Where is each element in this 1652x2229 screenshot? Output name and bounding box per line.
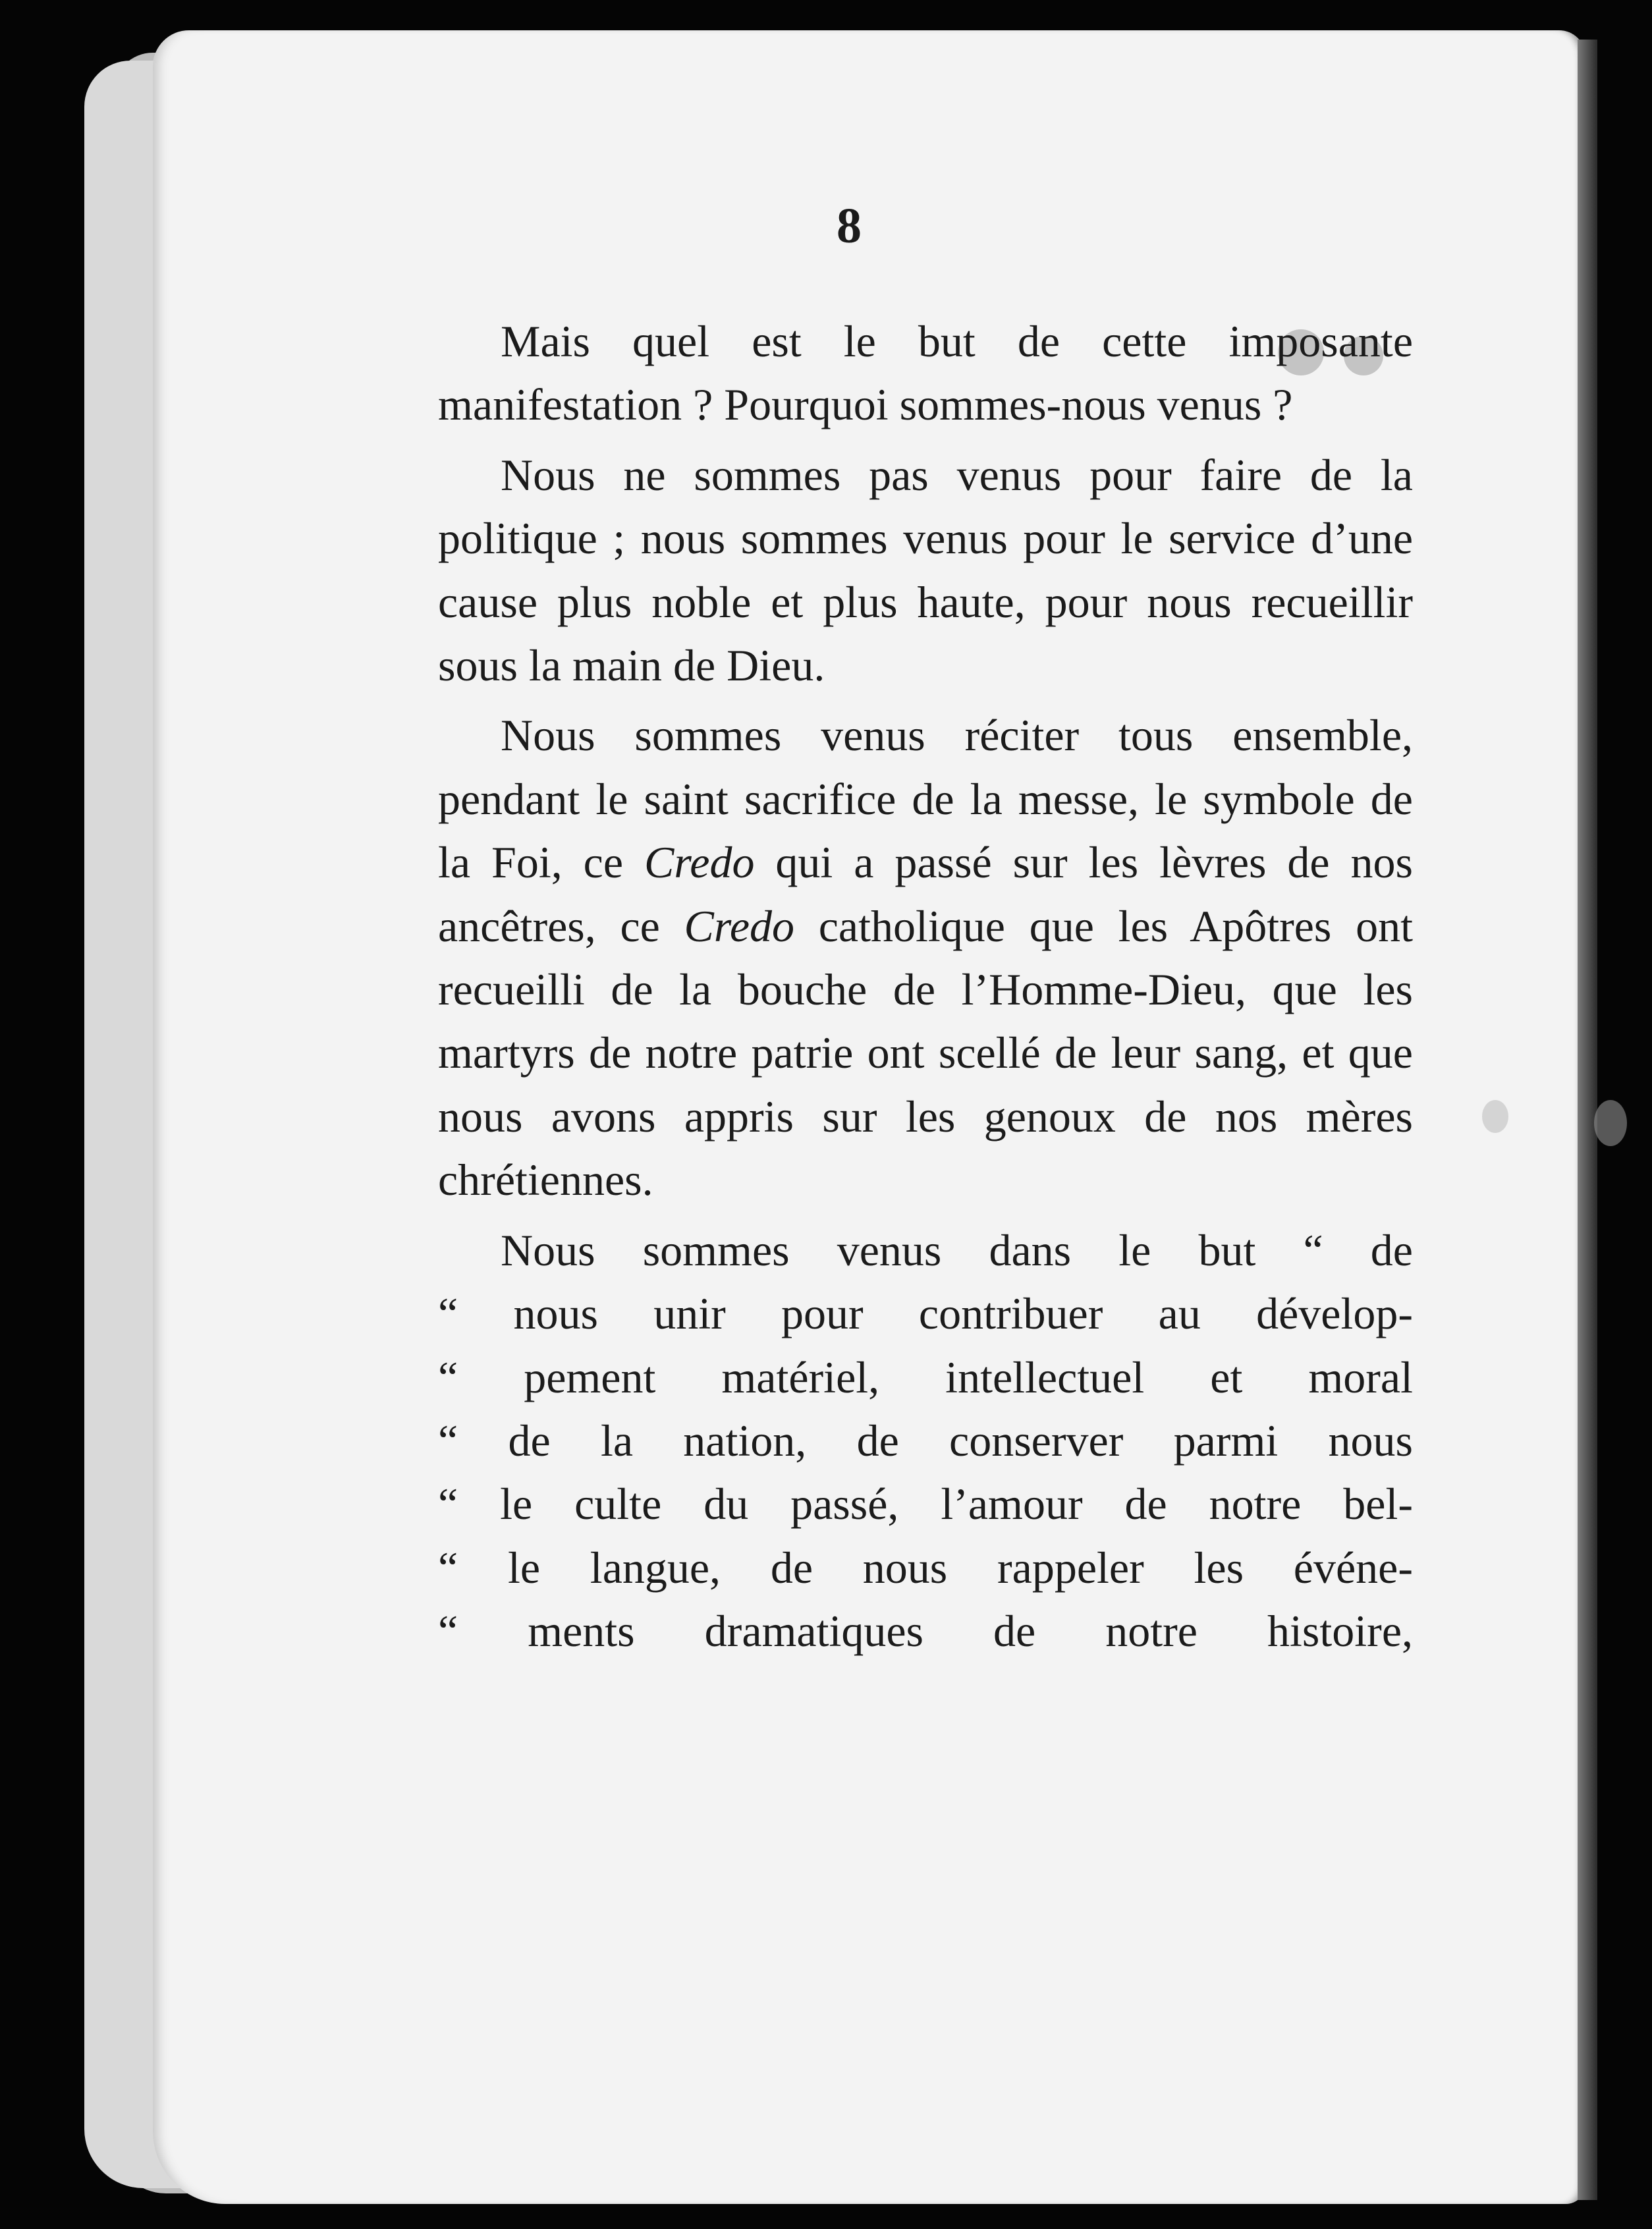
paragraph-3-part-3: catholique que les Apôtres ont recueilli de la bouche de l’Homme-Dieu, que les martyrs de notre patrie ont scellé de leur sang, et que nous avons appris sur les genoux de nos mères chrétiennes. bbox=[438, 900, 1414, 1205]
paragraph-2: Nous ne sommes pas venus pour faire de la politique ; nous sommes venus pour le service d’une cause plus noble et plus haute, pour nous recueillir sous la main de Dieu. bbox=[438, 449, 1413, 691]
paragraph-3-part-1: Nous sommes venus réciter tous ensemble, pendant le saint sacrifice de la messe, le symbole de la Foi, ce bbox=[438, 710, 1413, 888]
quote-line: “ pement matériel, intellectuel et moral bbox=[438, 1352, 1413, 1402]
ink-smudge bbox=[1482, 1100, 1508, 1133]
credo-italic-1: Credo bbox=[644, 837, 755, 888]
quote-line: “ de la nation, de conserver parmi nous bbox=[438, 1415, 1413, 1466]
quote-line: “ le culte du passé, l’amour de notre bel- bbox=[438, 1479, 1413, 1529]
credo-italic-2: Credo bbox=[684, 900, 795, 951]
page-number: 8 bbox=[837, 198, 862, 254]
body-text bbox=[438, 310, 1413, 1663]
paragraph-3 bbox=[438, 703, 1413, 1211]
paragraph-4-quote bbox=[438, 1219, 1413, 1663]
quote-line: “ ments dramatiques de notre histoire, bbox=[438, 1606, 1413, 1657]
paragraph-3-part-2: qui a passé sur les lèvres de nos ancêtres, ce bbox=[438, 837, 1414, 951]
ink-smudge bbox=[1594, 1100, 1627, 1146]
paragraph-1: Mais quel est le but de cette imposante manifestation ? Pourquoi sommes-nous venus ? bbox=[438, 316, 1413, 430]
quote-line: “ nous unir pour contribuer au dévelop- bbox=[438, 1288, 1413, 1339]
quote-line: “ le langue, de nous rappeler les événe- bbox=[438, 1542, 1413, 1593]
quote-line: Nous sommes venus dans le but “ de bbox=[501, 1225, 1413, 1275]
